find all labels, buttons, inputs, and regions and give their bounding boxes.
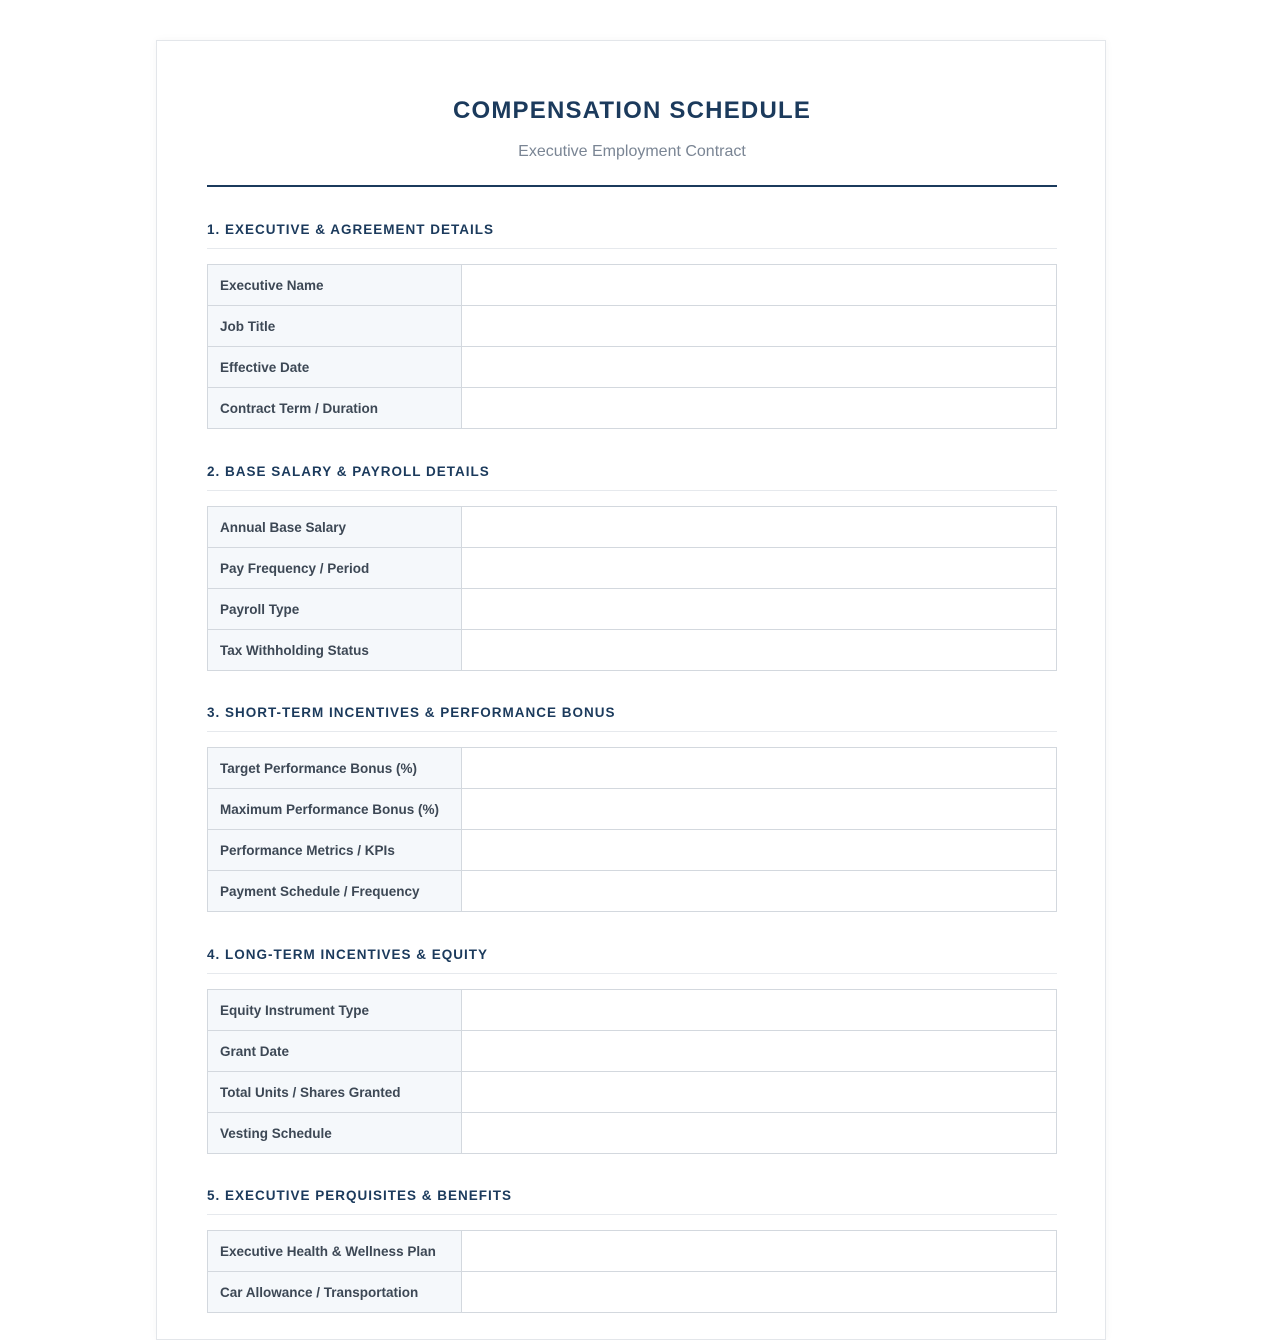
job-title-field[interactable]: [462, 306, 1057, 347]
field-label: Maximum Performance Bonus (%): [208, 789, 462, 830]
table-row: [208, 1072, 1057, 1113]
table-row: [208, 1231, 1057, 1272]
field-label: Total Units / Shares Granted: [208, 1072, 462, 1113]
field-label: Grant Date: [208, 1031, 462, 1072]
field-label: Payment Schedule / Frequency: [208, 871, 462, 912]
table-row: [208, 1113, 1057, 1154]
fields-table: [207, 989, 1057, 1154]
payment-schedule-field[interactable]: [462, 871, 1057, 912]
section-short-term-incentives: [207, 703, 1057, 912]
table-row: [208, 347, 1057, 388]
section-heading: 2. BASE SALARY & PAYROLL DETAILS: [207, 462, 1057, 491]
health-wellness-field[interactable]: [462, 1231, 1057, 1272]
fields-table: [207, 264, 1057, 429]
vesting-schedule-field[interactable]: [462, 1113, 1057, 1154]
fields-table: [207, 747, 1057, 912]
table-row: [208, 630, 1057, 671]
table-row: [208, 507, 1057, 548]
table-row: [208, 589, 1057, 630]
field-label: Pay Frequency / Period: [208, 548, 462, 589]
equity-instrument-field[interactable]: [462, 990, 1057, 1031]
fields-table: [207, 1230, 1057, 1313]
field-label: Performance Metrics / KPIs: [208, 830, 462, 871]
table-row: [208, 306, 1057, 347]
car-allowance-field[interactable]: [462, 1272, 1057, 1313]
field-label: Executive Health & Wellness Plan: [208, 1231, 462, 1272]
table-row: [208, 990, 1057, 1031]
table-row: [208, 548, 1057, 589]
field-label: Job Title: [208, 306, 462, 347]
table-row: [208, 388, 1057, 429]
section-heading: 4. LONG-TERM INCENTIVES & EQUITY: [207, 945, 1057, 974]
total-units-field[interactable]: [462, 1072, 1057, 1113]
field-label: Effective Date: [208, 347, 462, 388]
section-heading: 5. EXECUTIVE PERQUISITES & BENEFITS: [207, 1186, 1057, 1215]
annual-base-salary-field[interactable]: [462, 507, 1057, 548]
section-base-salary-payroll: [207, 462, 1057, 671]
field-label: Target Performance Bonus (%): [208, 748, 462, 789]
field-label: Vesting Schedule: [208, 1113, 462, 1154]
target-bonus-field[interactable]: [462, 748, 1057, 789]
table-row: [208, 830, 1057, 871]
table-row: [208, 265, 1057, 306]
section-long-term-incentives: [207, 945, 1057, 1154]
field-label: Payroll Type: [208, 589, 462, 630]
field-label: Annual Base Salary: [208, 507, 462, 548]
field-label: Executive Name: [208, 265, 462, 306]
effective-date-field[interactable]: [462, 347, 1057, 388]
field-label: Tax Withholding Status: [208, 630, 462, 671]
table-row: [208, 789, 1057, 830]
field-label: Contract Term / Duration: [208, 388, 462, 429]
section-perquisites-benefits: [207, 1186, 1057, 1313]
field-label: Car Allowance / Transportation: [208, 1272, 462, 1313]
field-label: Equity Instrument Type: [208, 990, 462, 1031]
pay-frequency-field[interactable]: [462, 548, 1057, 589]
executive-name-field[interactable]: [462, 265, 1057, 306]
section-heading: 1. EXECUTIVE & AGREEMENT DETAILS: [207, 220, 1057, 249]
document-page: [156, 40, 1106, 1340]
table-row: [208, 871, 1057, 912]
payroll-type-field[interactable]: [462, 589, 1057, 630]
table-row: [208, 1031, 1057, 1072]
document-subtitle: Executive Employment Contract: [518, 143, 746, 160]
title-divider: [207, 185, 1057, 187]
table-row: [208, 1272, 1057, 1313]
tax-withholding-field[interactable]: [462, 630, 1057, 671]
performance-metrics-field[interactable]: [462, 830, 1057, 871]
maximum-bonus-field[interactable]: [462, 789, 1057, 830]
section-heading: 3. SHORT-TERM INCENTIVES & PERFORMANCE BONUS: [207, 703, 1057, 732]
document-title: COMPENSATION SCHEDULE: [452, 97, 812, 124]
fields-table: [207, 506, 1057, 671]
table-row: [208, 748, 1057, 789]
section-executive-agreement-details: [207, 220, 1057, 429]
contract-term-field[interactable]: [462, 388, 1057, 429]
grant-date-field[interactable]: [462, 1031, 1057, 1072]
